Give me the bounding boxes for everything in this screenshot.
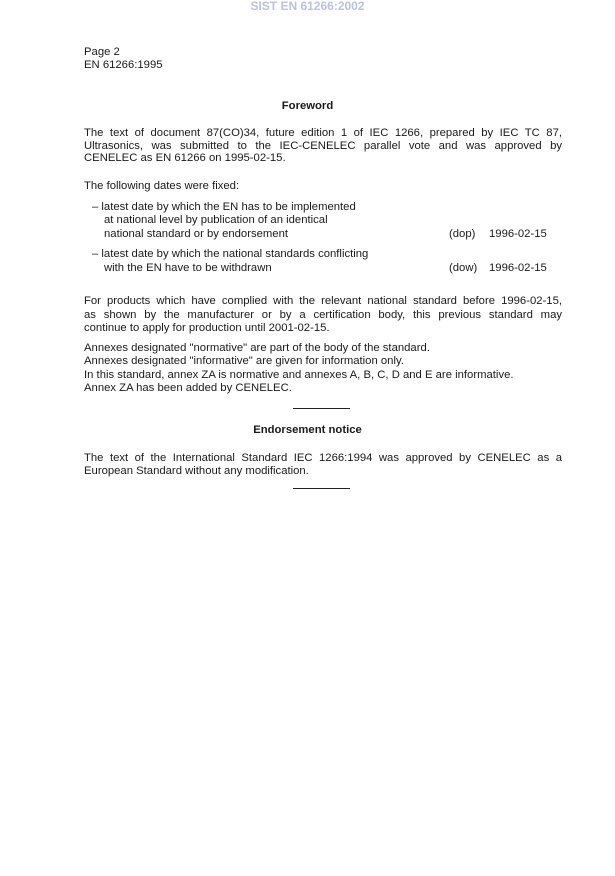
page-number: Page 2 — [84, 46, 120, 58]
foreword-para1-line: CENELEC as EN 61266 on 1995-02-15. — [84, 152, 286, 164]
foreword-heading: Foreword — [281, 100, 334, 112]
foreword-para2-line: For products which have complied with the relevant national standard before 1996-02-15, — [84, 295, 562, 307]
endorsement-line: The text of the International Standard IEC 1266:1994 was approved by CENELEC as a — [84, 452, 562, 464]
endorsement-line: European Standard without any modification. — [84, 465, 309, 477]
dop-code: (dop) — [449, 228, 476, 240]
annex-line: Annexes designated "informative" are given for information only. — [84, 355, 404, 367]
dow-date: 1996-02-15 — [489, 262, 547, 274]
annex-line: In this standard, annex ZA is normative and annexes A, B, C, D and E are informative. — [84, 369, 514, 381]
date-item-line: – latest date by which the national standards conflicting — [92, 248, 369, 260]
foreword-para1-line: Ultrasonics, was submitted to the IEC-CENELEC parallel vote and was approved by — [84, 140, 562, 152]
annex-line: Annexes designated "normative" are part of the body of the standard. — [84, 342, 430, 354]
watermark: SIST EN 61266:2002 — [250, 0, 365, 13]
date-item-line: – latest date by which the EN has to be implemented — [92, 201, 356, 213]
dates-intro: The following dates were fixed: — [84, 180, 240, 192]
dop-date: 1996-02-15 — [489, 228, 547, 240]
date-item-line: at national level by publication of an identical — [104, 214, 328, 226]
foreword-para2-line: as shown by the manufacturer or by a certification body, this previous standard may — [84, 309, 562, 321]
foreword-para2-line: continue to apply for production until 2001-02-15. — [84, 322, 330, 334]
annex-line: Annex ZA has been added by CENELEC. — [84, 382, 292, 394]
document-id: EN 61266:1995 — [84, 59, 163, 71]
divider — [293, 488, 350, 489]
foreword-para1-line: The text of document 87(CO)34, future edition 1 of IEC 1266, prepared by IEC TC 87, — [84, 127, 562, 139]
date-item-line: with the EN have to be withdrawn — [104, 262, 272, 274]
dow-code: (dow) — [449, 262, 478, 274]
divider — [293, 408, 350, 409]
endorsement-heading: Endorsement notice — [253, 424, 362, 436]
date-item-line: national standard or by endorsement — [104, 228, 289, 240]
